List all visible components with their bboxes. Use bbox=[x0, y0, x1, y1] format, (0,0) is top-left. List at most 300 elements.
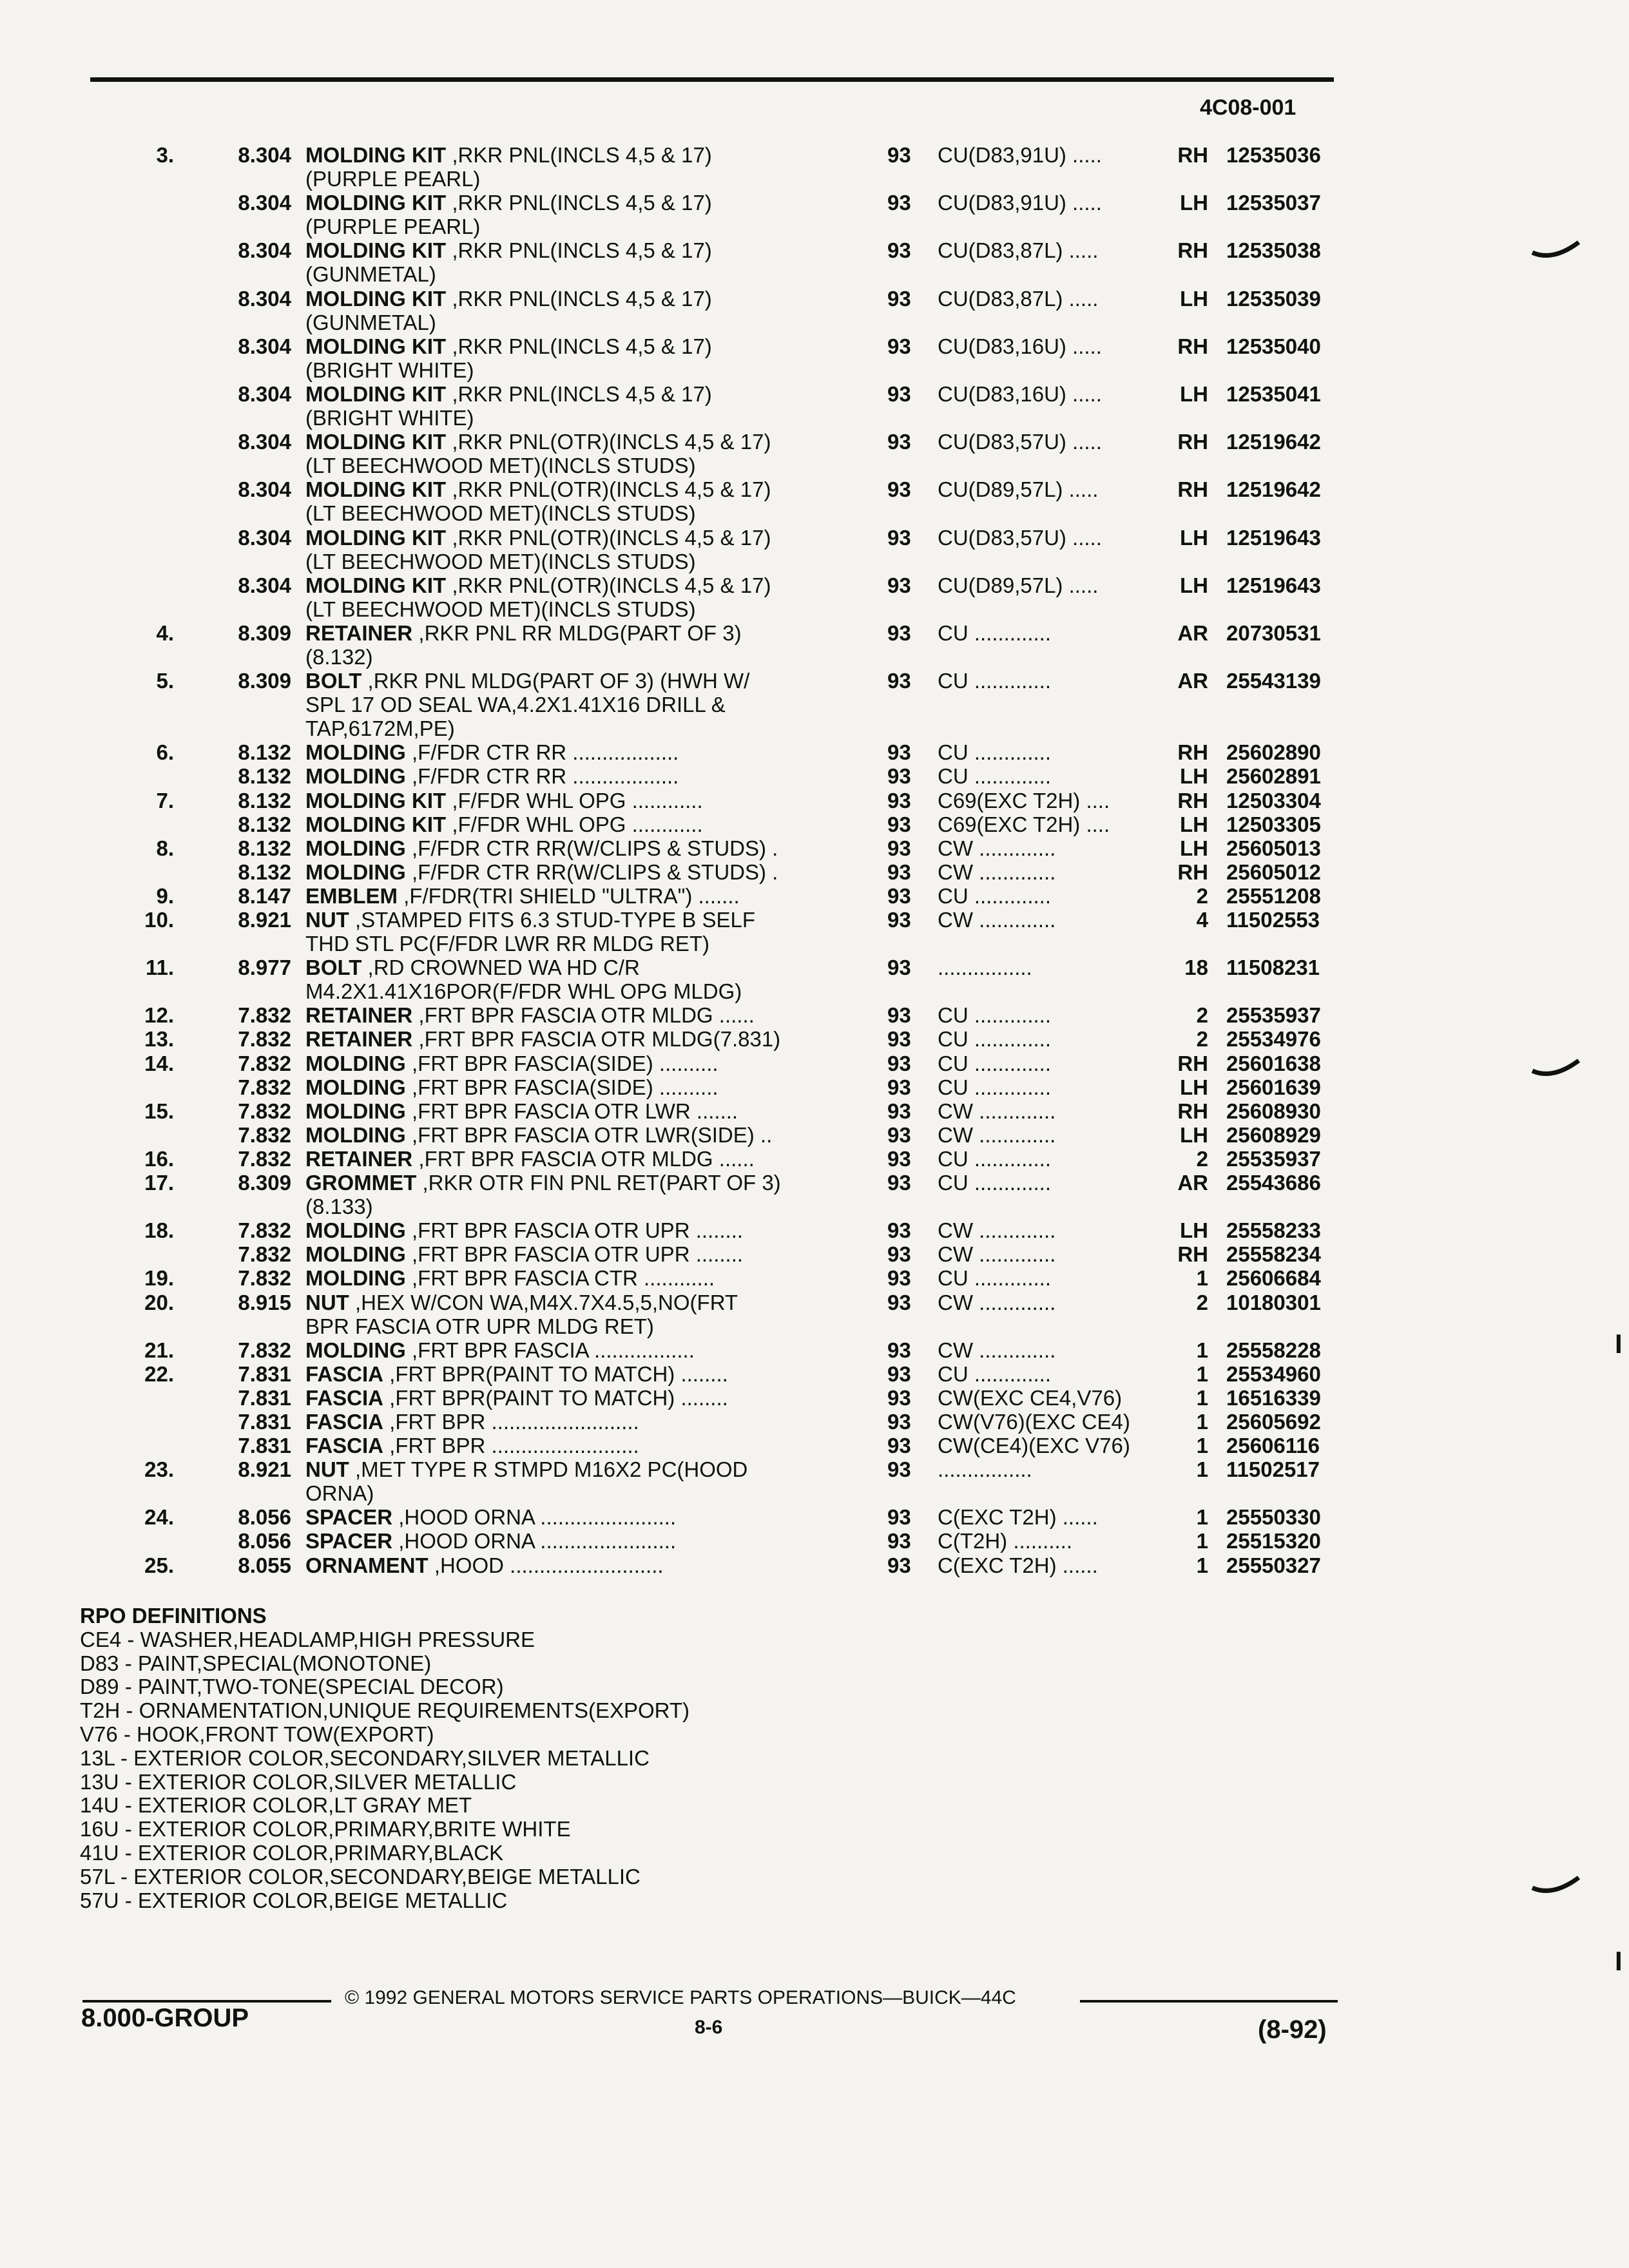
group-number: 7.832 bbox=[238, 1075, 291, 1099]
group-number: 8.056 bbox=[238, 1529, 291, 1553]
table-row bbox=[0, 573, 1629, 597]
part-detail: TAP,6172M,PE) bbox=[305, 716, 455, 741]
quantity: RH bbox=[1177, 477, 1208, 502]
part-description bbox=[305, 1218, 847, 1242]
model-year: 93 bbox=[887, 1051, 911, 1075]
model-year: 93 bbox=[887, 1027, 911, 1052]
part-detail: ,RKR PNL(INCLS 4,5 & 17) bbox=[446, 238, 712, 263]
part-detail: (8.132) bbox=[305, 644, 373, 669]
part-description bbox=[305, 215, 847, 238]
application: C69(EXC T2H) .... bbox=[938, 812, 1110, 836]
part-detail: ,F/FDR CTR RR(W/CLIPS & STUDS) . bbox=[405, 836, 778, 860]
part-detail: ,FRT BPR FASCIA OTR UPR ........ bbox=[405, 1242, 744, 1267]
model-year: 93 bbox=[887, 143, 911, 167]
rpo-definitions bbox=[80, 1604, 689, 1912]
table-row bbox=[0, 262, 1629, 286]
table-row bbox=[0, 1147, 1629, 1171]
part-name: MOLDING KIT bbox=[305, 525, 447, 550]
table-row bbox=[0, 1362, 1629, 1386]
item-number: 16. bbox=[144, 1146, 174, 1171]
part-number: 25534960 bbox=[1226, 1361, 1321, 1386]
part-detail: ,RKR PNL(INCLS 4,5 & 17) bbox=[446, 334, 712, 358]
quantity: LH bbox=[1180, 1122, 1208, 1147]
item-number: 20. bbox=[144, 1290, 174, 1314]
table-row bbox=[0, 1314, 1629, 1338]
part-description bbox=[305, 1171, 847, 1195]
part-description bbox=[305, 621, 847, 645]
part-name: MOLDING KIT bbox=[305, 573, 447, 597]
application: CW ............. bbox=[938, 860, 1056, 884]
part-number: 12535040 bbox=[1226, 334, 1321, 358]
item-number: 6. bbox=[156, 740, 174, 765]
part-name: MOLDING KIT bbox=[305, 191, 447, 215]
part-description bbox=[305, 477, 847, 501]
group-number: 7.832 bbox=[238, 1051, 291, 1075]
part-description bbox=[305, 1266, 847, 1290]
part-number: 16516339 bbox=[1226, 1385, 1321, 1410]
part-name: EMBLEM bbox=[305, 883, 398, 908]
application: CW ............. bbox=[938, 1338, 1056, 1362]
part-name: FASCIA bbox=[305, 1385, 384, 1410]
application: CW(CE4)(EXC V76) bbox=[938, 1434, 1130, 1458]
part-detail: ,RKR PNL(OTR)(INCLS 4,5 & 17) bbox=[446, 573, 771, 597]
part-name: FASCIA bbox=[305, 1434, 384, 1458]
part-number: 25602890 bbox=[1226, 740, 1321, 765]
part-detail: ,F/FDR WHL OPG ............ bbox=[446, 812, 703, 836]
application: CW ............. bbox=[938, 1122, 1056, 1147]
table-row bbox=[0, 1027, 1629, 1051]
table-row bbox=[0, 1505, 1629, 1529]
model-year: 93 bbox=[887, 1457, 911, 1482]
application: CU ............. bbox=[938, 1075, 1052, 1099]
part-name: MOLDING KIT bbox=[305, 286, 447, 311]
item-number: 9. bbox=[156, 883, 174, 908]
table-row bbox=[0, 1218, 1629, 1242]
rpo-item: 57U - EXTERIOR COLOR,BEIGE METALLIC bbox=[80, 1888, 508, 1912]
part-detail: ,HOOD .......................... bbox=[428, 1553, 664, 1577]
rpo-item: 41U - EXTERIOR COLOR,PRIMARY,BLACK bbox=[80, 1840, 504, 1865]
application: CU ............. bbox=[938, 1027, 1052, 1052]
item-number: 11. bbox=[145, 956, 174, 980]
part-name: MOLDING KIT bbox=[305, 381, 447, 406]
item-number: 8. bbox=[156, 836, 174, 860]
table-row bbox=[0, 167, 1629, 191]
part-name: MOLDING bbox=[305, 740, 406, 765]
part-detail: ,HEX W/CON WA,M4X.7X4.5,5,NO(FRT bbox=[349, 1290, 738, 1314]
table-row bbox=[0, 1123, 1629, 1147]
item-number: 22. bbox=[144, 1361, 174, 1386]
part-description bbox=[305, 812, 847, 836]
quantity: RH bbox=[1177, 1051, 1208, 1075]
table-row bbox=[0, 1291, 1629, 1314]
part-number: 25558228 bbox=[1226, 1338, 1321, 1362]
application: CU ............. bbox=[938, 1171, 1052, 1195]
table-row bbox=[0, 1481, 1629, 1505]
item-number: 18. bbox=[144, 1218, 174, 1243]
parts-table bbox=[0, 143, 1629, 1577]
item-number: 12. bbox=[144, 1003, 174, 1028]
application: C(EXC T2H) ...... bbox=[938, 1553, 1098, 1577]
application: C69(EXC T2H) .... bbox=[938, 788, 1110, 812]
model-year: 93 bbox=[887, 812, 911, 836]
quantity: 4 bbox=[1196, 908, 1208, 932]
group-number: 8.304 bbox=[238, 143, 291, 167]
quantity: 1 bbox=[1196, 1457, 1208, 1482]
application: CU ............. bbox=[938, 1361, 1052, 1386]
part-detail: ,RKR PNL(INCLS 4,5 & 17) bbox=[446, 191, 712, 215]
group-number: 8.304 bbox=[238, 477, 291, 502]
part-number: 25551208 bbox=[1226, 883, 1321, 908]
part-description bbox=[305, 597, 847, 621]
model-year: 93 bbox=[887, 740, 911, 765]
edge-mark-icon: I bbox=[1615, 1329, 1623, 1359]
quantity: RH bbox=[1177, 238, 1208, 263]
part-number: 25606684 bbox=[1226, 1266, 1321, 1291]
part-name: MOLDING bbox=[305, 764, 406, 789]
part-description bbox=[305, 358, 847, 382]
part-detail: ,FRT BPR FASCIA CTR ............ bbox=[405, 1266, 715, 1291]
part-number: 12519643 bbox=[1226, 525, 1321, 550]
group-number: 7.832 bbox=[238, 1338, 291, 1362]
model-year: 93 bbox=[887, 477, 911, 502]
table-row bbox=[0, 1434, 1629, 1457]
model-year: 93 bbox=[887, 669, 911, 693]
group-number: 8.132 bbox=[238, 836, 291, 860]
group-number: 8.304 bbox=[238, 191, 291, 215]
group-number: 8.132 bbox=[238, 788, 291, 812]
edge-mark-icon: I bbox=[1615, 1946, 1623, 1976]
application: CU(D83,91U) ..... bbox=[938, 191, 1102, 215]
part-detail: ,FRT BPR(PAINT TO MATCH) ........ bbox=[383, 1361, 728, 1386]
part-description bbox=[305, 430, 847, 454]
part-name: MOLDING KIT bbox=[305, 143, 447, 167]
part-name: MOLDING KIT bbox=[305, 238, 447, 263]
group-number: 8.304 bbox=[238, 430, 291, 454]
part-name: MOLDING bbox=[305, 1218, 406, 1243]
quantity: LH bbox=[1180, 836, 1208, 860]
part-description bbox=[305, 1099, 847, 1123]
quantity: RH bbox=[1177, 860, 1208, 884]
group-number: 8.309 bbox=[238, 669, 291, 693]
part-description bbox=[305, 740, 847, 764]
table-row bbox=[0, 1553, 1629, 1577]
part-description bbox=[305, 1314, 847, 1338]
part-number: 11502553 bbox=[1226, 908, 1320, 932]
table-row bbox=[0, 287, 1629, 311]
part-name: MOLDING bbox=[305, 1266, 406, 1291]
part-description bbox=[305, 1338, 847, 1362]
group-number: 7.831 bbox=[238, 1434, 291, 1458]
application: CU(D83,16U) ..... bbox=[938, 381, 1102, 406]
part-name: MOLDING bbox=[305, 1051, 406, 1075]
page-code: 4C08-001 bbox=[1200, 95, 1296, 120]
model-year: 93 bbox=[887, 620, 911, 645]
part-number: 12535039 bbox=[1226, 286, 1321, 311]
group-number: 8.304 bbox=[238, 525, 291, 550]
application: CU ............. bbox=[938, 1146, 1052, 1171]
part-name: RETAINER bbox=[305, 1146, 413, 1171]
model-year: 93 bbox=[887, 764, 911, 789]
part-name: MOLDING KIT bbox=[305, 812, 447, 836]
table-row bbox=[0, 1410, 1629, 1434]
part-description bbox=[305, 932, 847, 956]
table-row bbox=[0, 550, 1629, 573]
part-number: 25543686 bbox=[1226, 1171, 1321, 1195]
rpo-item: 14U - EXTERIOR COLOR,LT GRAY MET bbox=[80, 1793, 472, 1818]
group-number: 8.132 bbox=[238, 740, 291, 765]
item-number: 13. bbox=[144, 1027, 174, 1052]
model-year: 93 bbox=[887, 525, 911, 550]
part-name: MOLDING bbox=[305, 1242, 406, 1267]
table-row bbox=[0, 1529, 1629, 1553]
application: CW(V76)(EXC CE4) bbox=[938, 1409, 1130, 1434]
quantity: LH bbox=[1180, 525, 1208, 550]
part-number: 25534976 bbox=[1226, 1027, 1321, 1052]
table-row bbox=[0, 501, 1629, 525]
model-year: 93 bbox=[887, 1146, 911, 1171]
part-number: 25605013 bbox=[1226, 836, 1321, 860]
part-detail: (PURPLE PEARL) bbox=[305, 215, 481, 239]
part-detail: ,FRT BPR FASCIA OTR LWR ....... bbox=[405, 1099, 738, 1123]
quantity: 18 bbox=[1184, 956, 1208, 980]
part-name: MOLDING bbox=[305, 1122, 406, 1147]
rpo-title: RPO DEFINITIONS bbox=[80, 1604, 267, 1628]
rpo-item: V76 - HOOK,FRONT TOW(EXPORT) bbox=[80, 1722, 434, 1746]
application: CU(D83,87L) ..... bbox=[938, 238, 1099, 263]
table-row bbox=[0, 669, 1629, 693]
group-number: 8.132 bbox=[238, 764, 291, 789]
group-number: 7.831 bbox=[238, 1409, 291, 1434]
quantity: RH bbox=[1177, 430, 1208, 454]
group-number: 8.977 bbox=[238, 956, 291, 980]
rpo-item: T2H - ORNAMENTATION,UNIQUE REQUIREMENTS(EXPORT) bbox=[80, 1698, 690, 1723]
model-year: 93 bbox=[887, 1409, 911, 1434]
model-year: 93 bbox=[887, 1099, 911, 1123]
part-description bbox=[305, 1481, 847, 1505]
part-detail: ,FRT BPR FASCIA OTR LWR(SIDE) .. bbox=[405, 1122, 773, 1147]
part-description bbox=[305, 1410, 847, 1434]
part-number: 20730531 bbox=[1226, 620, 1321, 645]
part-description bbox=[305, 526, 847, 550]
quantity: RH bbox=[1177, 740, 1208, 765]
part-detail: BPR FASCIA OTR UPR MLDG RET) bbox=[305, 1314, 654, 1338]
application: CW ............. bbox=[938, 1290, 1056, 1314]
part-number: 12535038 bbox=[1226, 238, 1321, 263]
part-detail: ,RKR PNL MLDG(PART OF 3) (HWH W/ bbox=[361, 669, 750, 693]
part-name: MOLDING bbox=[305, 836, 406, 860]
part-description bbox=[305, 1529, 847, 1553]
table-row bbox=[0, 645, 1629, 669]
part-description bbox=[305, 382, 847, 406]
part-detail: ,F/FDR CTR RR .................. bbox=[405, 740, 679, 765]
rpo-item: 16U - EXTERIOR COLOR,PRIMARY,BRITE WHITE bbox=[80, 1817, 571, 1841]
quantity: RH bbox=[1177, 1099, 1208, 1123]
part-description bbox=[305, 1195, 847, 1218]
part-detail: ,RKR PNL(INCLS 4,5 & 17) bbox=[446, 286, 712, 311]
quantity: LH bbox=[1180, 812, 1208, 836]
application: CU ............. bbox=[938, 740, 1052, 765]
rpo-item: 13U - EXTERIOR COLOR,SILVER METALLIC bbox=[80, 1769, 517, 1794]
quantity: LH bbox=[1180, 286, 1208, 311]
part-number: 12519642 bbox=[1226, 430, 1321, 454]
table-row bbox=[0, 764, 1629, 788]
part-description bbox=[305, 334, 847, 358]
part-name: MOLDING bbox=[305, 1338, 406, 1362]
quantity: LH bbox=[1180, 381, 1208, 406]
part-detail: ORNA) bbox=[305, 1481, 374, 1506]
group-number: 7.831 bbox=[238, 1385, 291, 1410]
group-number: 8.915 bbox=[238, 1290, 291, 1314]
item-number: 10. bbox=[144, 908, 174, 932]
quantity: 2 bbox=[1196, 883, 1208, 908]
quantity: 1 bbox=[1196, 1529, 1208, 1553]
quantity: 1 bbox=[1196, 1409, 1208, 1434]
model-year: 93 bbox=[887, 381, 911, 406]
footer-date: (8-92) bbox=[1258, 2015, 1327, 2044]
group-number: 8.921 bbox=[238, 1457, 291, 1482]
model-year: 93 bbox=[887, 1553, 911, 1577]
table-row bbox=[0, 597, 1629, 621]
item-number: 3. bbox=[156, 143, 174, 167]
quantity: RH bbox=[1177, 1242, 1208, 1267]
part-description bbox=[305, 1505, 847, 1529]
part-name: FASCIA bbox=[305, 1361, 384, 1386]
group-number: 7.832 bbox=[238, 1146, 291, 1171]
part-detail: ,HOOD ORNA ....................... bbox=[392, 1505, 677, 1530]
application: C(T2H) .......... bbox=[938, 1529, 1073, 1553]
part-description bbox=[305, 262, 847, 286]
group-number: 7.832 bbox=[238, 1027, 291, 1052]
table-row bbox=[0, 1457, 1629, 1481]
table-row bbox=[0, 1338, 1629, 1362]
rpo-list bbox=[80, 1628, 689, 1913]
part-name: MOLDING bbox=[305, 1075, 406, 1099]
quantity: LH bbox=[1180, 1075, 1208, 1099]
table-row bbox=[0, 1242, 1629, 1266]
part-detail: ,RKR PNL(INCLS 4,5 & 17) bbox=[446, 143, 712, 167]
part-name: BOLT bbox=[305, 669, 362, 693]
part-detail: ,FRT BPR FASCIA OTR UPR ........ bbox=[405, 1218, 744, 1243]
part-number: 25605692 bbox=[1226, 1409, 1321, 1434]
part-name: NUT bbox=[305, 1290, 349, 1314]
item-number: 17. bbox=[144, 1171, 174, 1195]
part-number: 25543139 bbox=[1226, 669, 1321, 693]
rpo-item: 13L - EXTERIOR COLOR,SECONDARY,SILVER METALLIC bbox=[80, 1745, 650, 1770]
quantity: LH bbox=[1180, 764, 1208, 789]
table-row bbox=[0, 1075, 1629, 1099]
part-number: 25558234 bbox=[1226, 1242, 1321, 1267]
part-name: NUT bbox=[305, 1457, 349, 1482]
part-description bbox=[305, 1457, 847, 1481]
quantity: 1 bbox=[1196, 1505, 1208, 1530]
group-number: 8.056 bbox=[238, 1505, 291, 1530]
group-number: 7.832 bbox=[238, 1218, 291, 1243]
model-year: 93 bbox=[887, 191, 911, 215]
part-detail: ,RKR PNL(INCLS 4,5 & 17) bbox=[446, 381, 712, 406]
part-description bbox=[305, 573, 847, 597]
item-number: 21. bbox=[144, 1338, 174, 1362]
item-number: 5. bbox=[156, 669, 174, 693]
part-name: SPACER bbox=[305, 1505, 393, 1530]
table-row bbox=[0, 836, 1629, 860]
part-name: SPACER bbox=[305, 1529, 393, 1553]
group-number: 8.304 bbox=[238, 238, 291, 263]
application: CW ............. bbox=[938, 908, 1056, 932]
model-year: 93 bbox=[887, 238, 911, 263]
part-description bbox=[305, 764, 847, 788]
part-number: 25605012 bbox=[1226, 860, 1321, 884]
application: ................ bbox=[938, 1457, 1032, 1482]
part-number: 25550327 bbox=[1226, 1553, 1321, 1577]
table-row bbox=[0, 382, 1629, 406]
group-number: 8.147 bbox=[238, 883, 291, 908]
rpo-item: D89 - PAINT,TWO-TONE(SPECIAL DECOR) bbox=[80, 1675, 504, 1699]
part-description bbox=[305, 1027, 847, 1051]
quantity: 2 bbox=[1196, 1146, 1208, 1171]
part-detail: M4.2X1.41X16POR(F/FDR WHL OPG MLDG) bbox=[305, 979, 742, 1004]
part-detail: ,F/FDR WHL OPG ............ bbox=[446, 788, 703, 812]
model-year: 93 bbox=[887, 1122, 911, 1147]
application: CW ............. bbox=[938, 1242, 1056, 1267]
part-name: GROMMET bbox=[305, 1171, 417, 1195]
model-year: 93 bbox=[887, 1075, 911, 1099]
quantity: RH bbox=[1177, 788, 1208, 812]
model-year: 93 bbox=[887, 1242, 911, 1267]
application: CU(D83,16U) ..... bbox=[938, 334, 1102, 358]
table-row bbox=[0, 956, 1629, 979]
model-year: 93 bbox=[887, 1529, 911, 1553]
table-row bbox=[0, 1171, 1629, 1195]
part-detail: (GUNMETAL) bbox=[305, 310, 436, 334]
part-detail: ,FRT BPR ......................... bbox=[383, 1409, 639, 1434]
table-row bbox=[0, 526, 1629, 550]
part-detail: THD STL PC(F/FDR LWR RR MLDG RET) bbox=[305, 932, 709, 956]
item-number: 19. bbox=[144, 1266, 174, 1291]
binder-hole-mark-icon bbox=[1530, 1874, 1581, 1906]
part-description bbox=[305, 501, 847, 525]
application: CU(D83,91U) ..... bbox=[938, 143, 1102, 167]
table-row bbox=[0, 740, 1629, 764]
model-year: 93 bbox=[887, 836, 911, 860]
part-name: ORNAMENT bbox=[305, 1553, 429, 1577]
part-detail: ,FRT BPR FASCIA(SIDE) .......... bbox=[405, 1051, 718, 1075]
rpo-item: 57L - EXTERIOR COLOR,SECONDARY,BEIGE METALLIC bbox=[80, 1864, 641, 1888]
part-name: MOLDING bbox=[305, 860, 406, 884]
part-detail: SPL 17 OD SEAL WA,4.2X1.41X16 DRILL & bbox=[305, 693, 726, 717]
model-year: 93 bbox=[887, 1218, 911, 1243]
part-number: 25515320 bbox=[1226, 1529, 1321, 1553]
rpo-item: CE4 - WASHER,HEADLAMP,HIGH PRESSURE bbox=[80, 1627, 535, 1651]
footer-group: 8.000-GROUP bbox=[81, 2004, 249, 2032]
part-detail: ,RKR PNL RR MLDG(PART OF 3) bbox=[412, 620, 742, 645]
group-number: 7.832 bbox=[238, 1099, 291, 1123]
part-description bbox=[305, 1362, 847, 1386]
table-row bbox=[0, 884, 1629, 908]
quantity: 2 bbox=[1196, 1027, 1208, 1052]
part-description bbox=[305, 1553, 847, 1577]
part-number: 11502517 bbox=[1226, 1457, 1320, 1482]
part-number: 11508231 bbox=[1226, 956, 1320, 980]
model-year: 93 bbox=[887, 956, 911, 980]
table-row bbox=[0, 311, 1629, 334]
model-year: 93 bbox=[887, 1338, 911, 1362]
quantity: 2 bbox=[1196, 1290, 1208, 1314]
application: CU ............. bbox=[938, 669, 1052, 693]
table-row bbox=[0, 477, 1629, 501]
table-row bbox=[0, 215, 1629, 238]
part-number: 25550330 bbox=[1226, 1505, 1321, 1530]
part-detail: ,FRT BPR ......................... bbox=[383, 1434, 639, 1458]
